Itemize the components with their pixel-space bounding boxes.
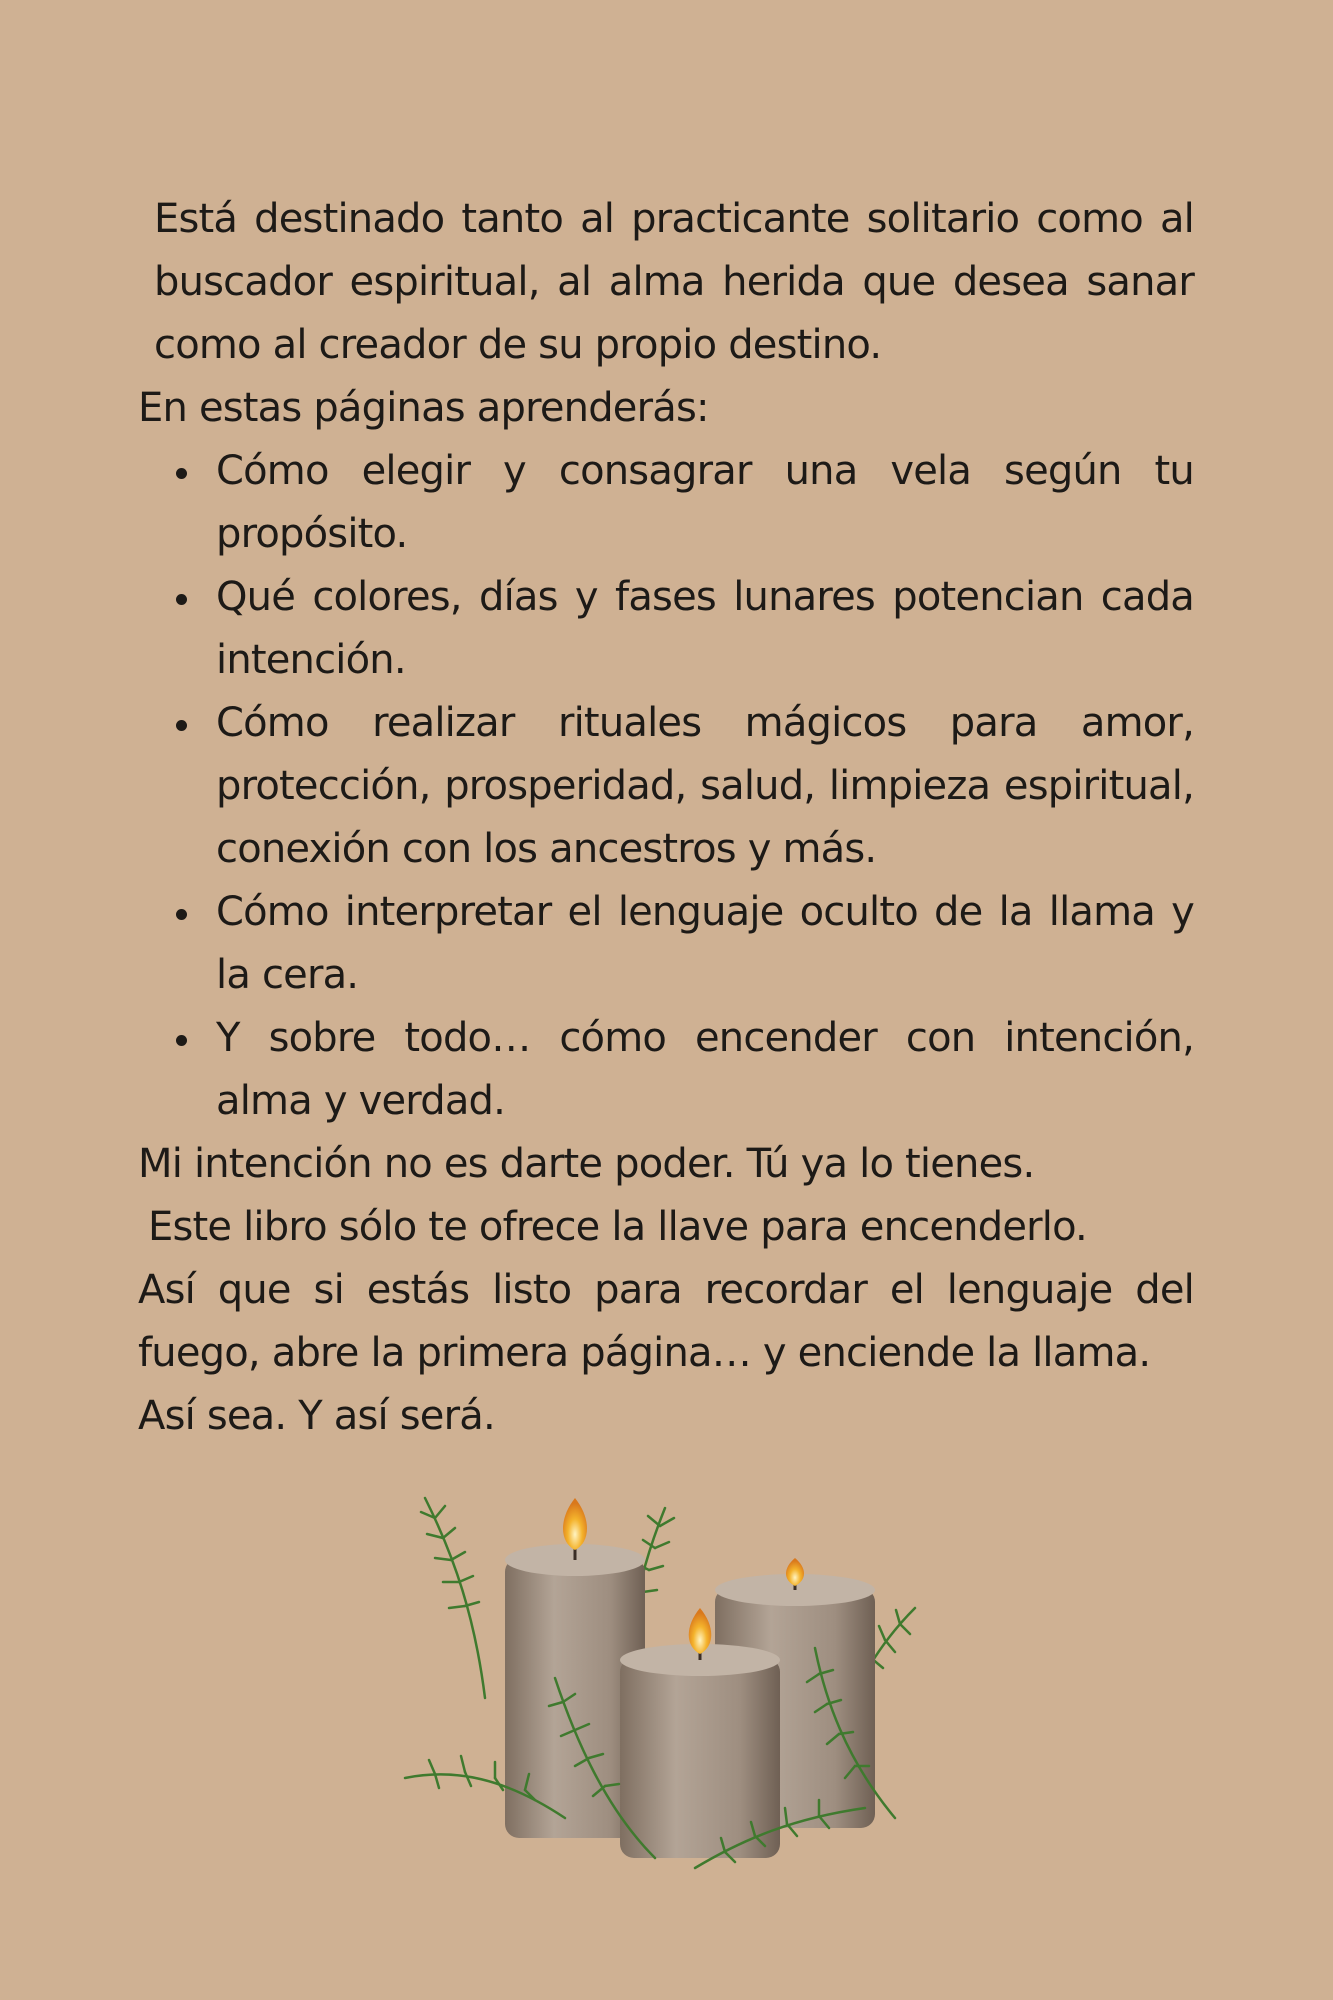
list-item: Qué colores, días y fases lunares potencian cada intención. xyxy=(138,566,1194,692)
closing-paragraph-fire: Así que si estás listo para recordar el lenguaje del fuego, abre la primera página… y enciende la llama. xyxy=(138,1267,1194,1376)
page-body xyxy=(138,188,1194,1448)
list-item: Cómo interpretar el lenguaje oculto de la llama y la cera. xyxy=(138,881,1194,1007)
topic-list xyxy=(138,440,1194,1133)
closing-line-intention: Mi intención no es darte poder. Tú ya lo tienes. xyxy=(138,1141,1035,1187)
list-item: Cómo elegir y consagrar una vela según tu propósito. xyxy=(138,440,1194,566)
closing-line-key: Este libro sólo te ofrece la llave para encenderlo. xyxy=(148,1204,1087,1250)
list-item: Y sobre todo… cómo encender con intención, alma y verdad. xyxy=(138,1007,1194,1133)
candles-with-greenery-icon xyxy=(395,1478,935,1878)
intro-paragraph: Está destinado tanto al practicante solitario como al buscador espiritual, al alma herida que desea sanar como al creador de su propio destino. xyxy=(154,196,1194,368)
closing-line-blessing: Así sea. Y así será. xyxy=(138,1393,495,1439)
lead-in-line: En estas páginas aprenderás: xyxy=(138,385,709,431)
list-item: Cómo realizar rituales mágicos para amor, protección, prosperidad, salud, limpieza espiritual, conexión con los ancestros y más. xyxy=(138,692,1194,881)
candle-front xyxy=(620,1658,780,1858)
flame-left xyxy=(563,1498,587,1550)
